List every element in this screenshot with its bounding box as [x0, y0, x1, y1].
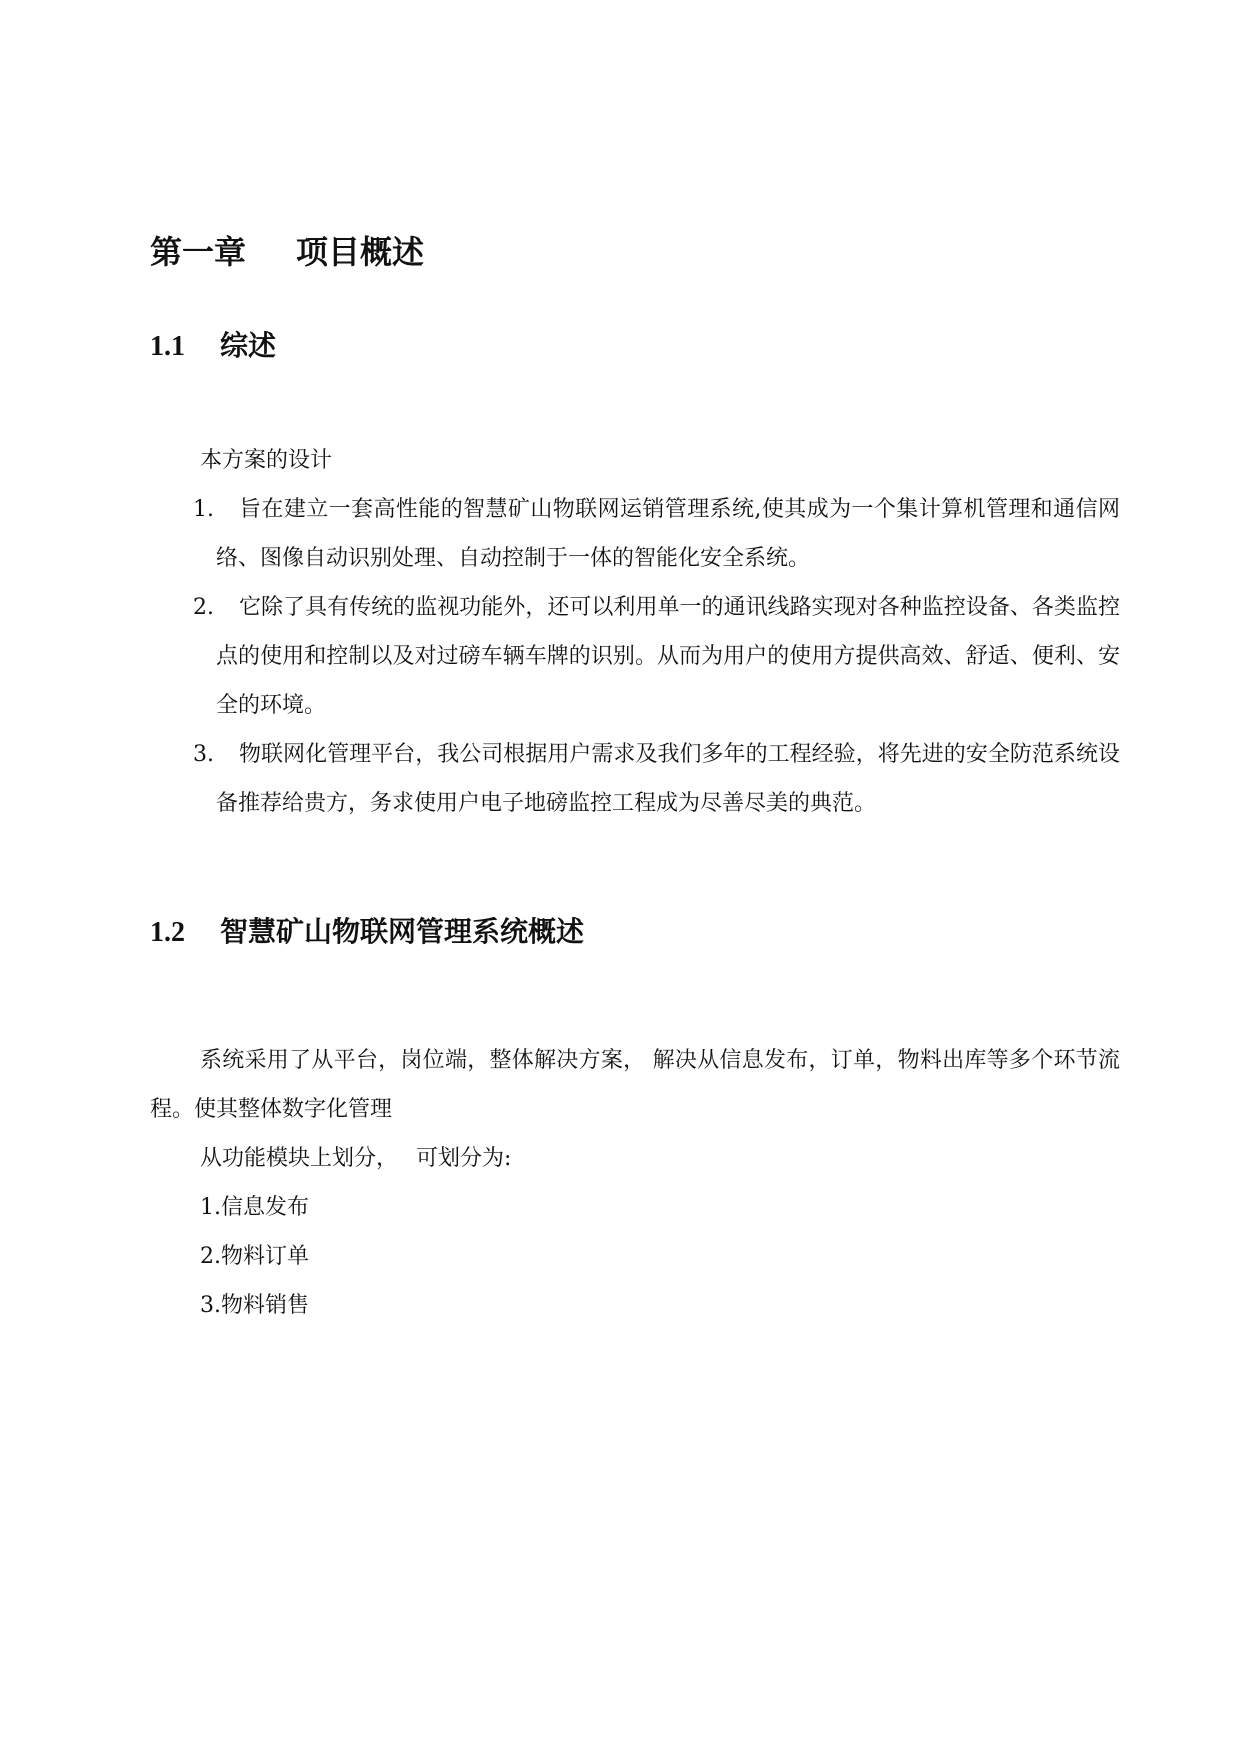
section-number: 1.1: [150, 331, 185, 362]
modules-intro: [200, 1134, 511, 1183]
section-title: 智慧矿山物联网管理系统概述: [220, 915, 585, 948]
chapter-name: 项目概述: [296, 233, 425, 271]
section-1-2-body: 系统采用了从平台，岗位端，整体解决方案， 解决从信息发布，订单，物料出库等多个环节流程。使其整体数字化管理: [150, 1048, 1120, 1122]
module-list: [200, 1183, 309, 1330]
list-item-number: 3.: [193, 742, 214, 767]
list-item-number: 2.: [193, 595, 214, 620]
section-number: 1.2: [150, 917, 185, 948]
module-item: 1.信息发布: [200, 1195, 309, 1220]
section-1-1-intro: 本方案的设计: [200, 448, 333, 473]
design-goals-list: [193, 485, 1120, 828]
section-1-2-heading: [150, 912, 584, 953]
module-item: 3.物料销售: [200, 1293, 309, 1318]
list-item-number: 1.: [193, 497, 214, 522]
modules-intro-part-b: 可划分为:: [416, 1146, 512, 1171]
list-item-text: 物联网化管理平台，我公司根据用户需求及我们多年的工程经验，将先进的安全防范系统设备推荐给贵方，务求使用户电子地磅监控工程成为尽善尽美的典范。: [216, 742, 1120, 816]
chapter-title: [150, 230, 424, 274]
section-title: 综述: [220, 329, 277, 362]
section-1-1-heading: [150, 326, 276, 367]
list-item-text: 它除了具有传统的监视功能外，还可以利用单一的通讯线路实现对各种监控设备、各类监控点的使用和控制以及对过磅车辆车牌的识别。从而为用户的使用方提供高效、舒适、便利、安全的环境。: [216, 595, 1120, 718]
list-item: [193, 583, 1120, 730]
module-item: 2.物料订单: [200, 1244, 309, 1269]
chapter-number: 第一章: [150, 233, 247, 271]
list-item-text: 旨在建立一套高性能的智慧矿山物联网运销管理系统,使其成为一个集计算机管理和通信网络、图像自动识别处理、自动控制于一体的智能化安全系统。: [216, 497, 1120, 571]
modules-intro-part-a: 从功能模块上划分，: [200, 1146, 399, 1171]
list-item: [193, 485, 1120, 583]
list-item: [193, 730, 1120, 828]
